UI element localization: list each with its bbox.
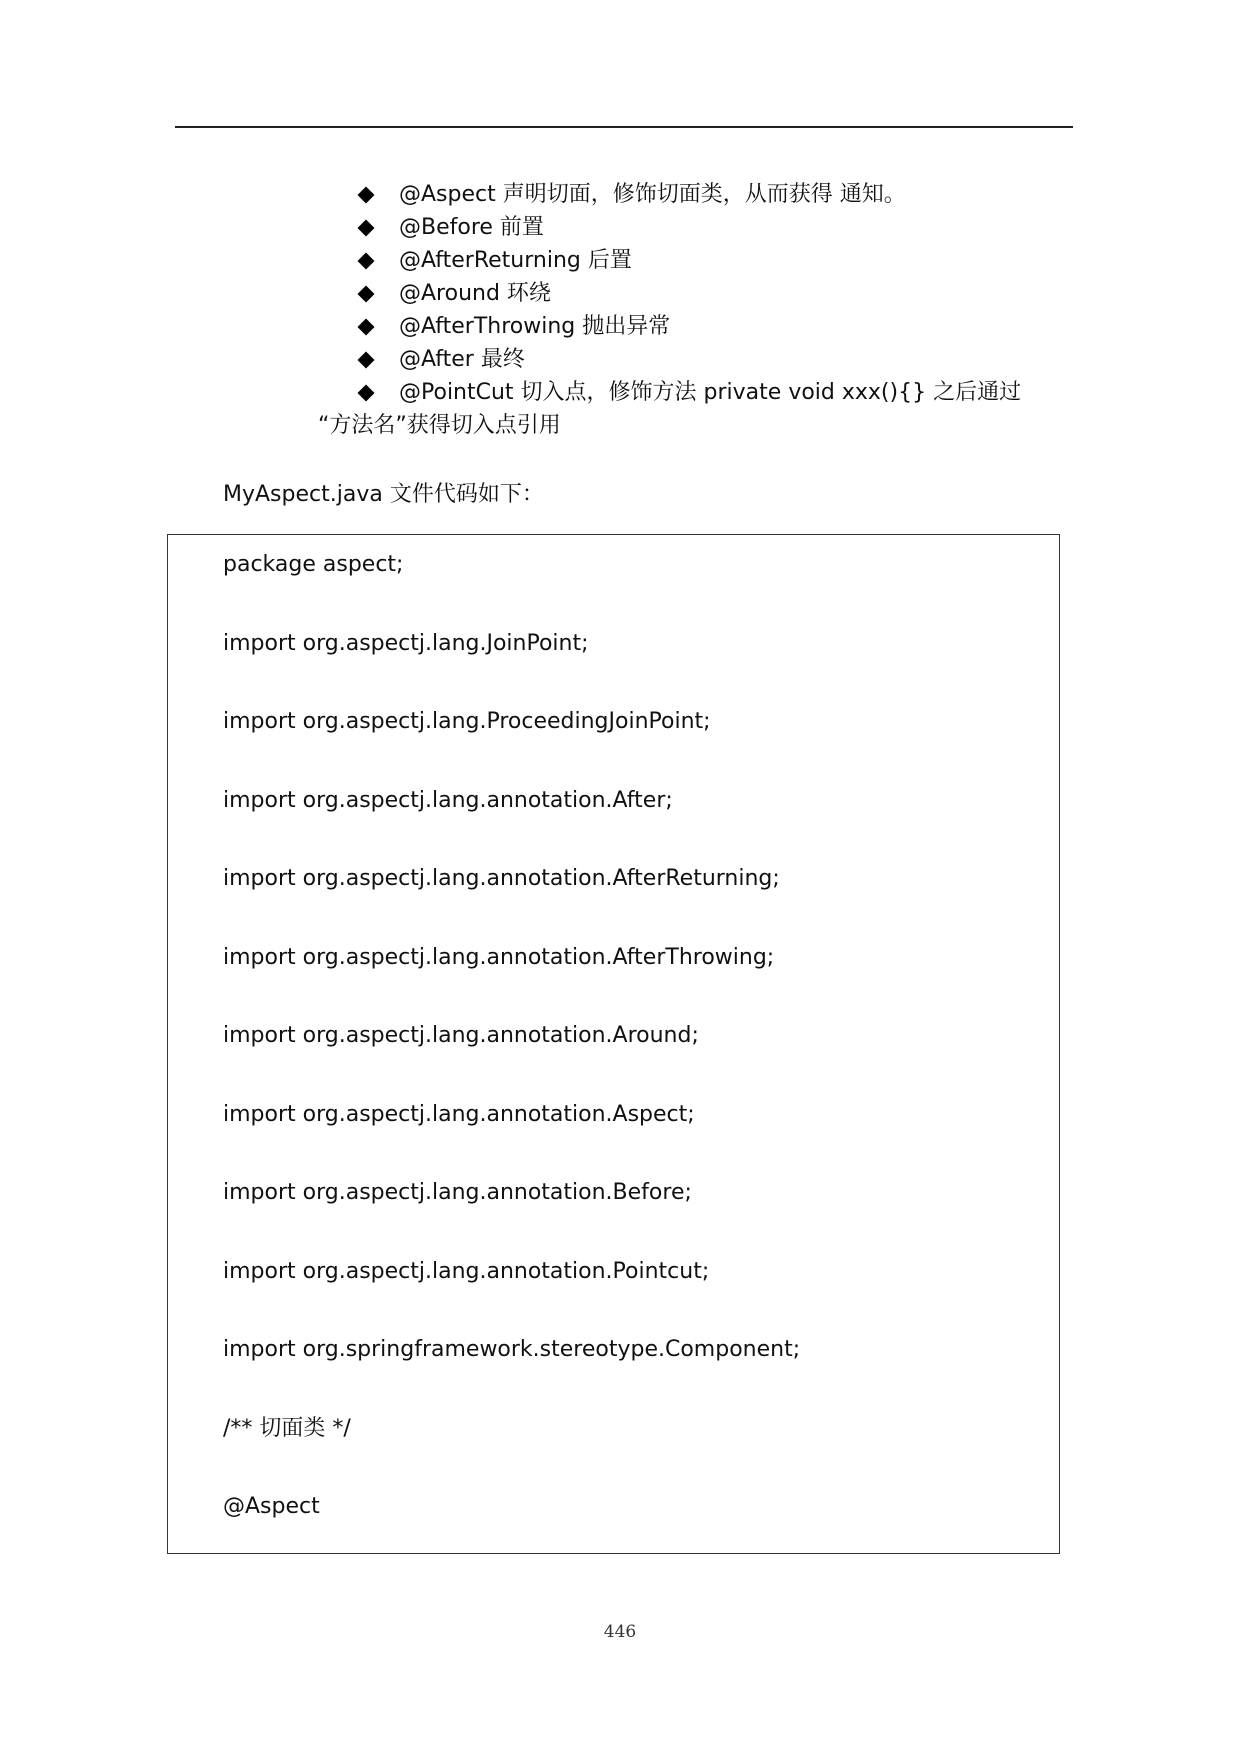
code-line: import org.aspectj.lang.annotation.Pointcut; xyxy=(223,1258,710,1284)
code-lines xyxy=(223,545,800,1566)
code-line: import org.aspectj.lang.annotation.After; xyxy=(223,787,673,813)
code-line: import org.aspectj.lang.annotation.AfterReturning; xyxy=(223,866,780,891)
code-line: import org.aspectj.lang.annotation.Around; xyxy=(223,1023,699,1048)
code-line: import org.aspectj.lang.JoinPoint; xyxy=(223,630,589,656)
bullet-item xyxy=(355,310,1075,343)
diamond-bullet-icon xyxy=(358,186,375,203)
bullet-item xyxy=(355,211,1075,244)
bullet-item xyxy=(355,376,1075,409)
bullet-text: @PointCut 切入点，修饰方法 private void xxx(){} 之后通过 xyxy=(399,380,1022,405)
code-line: import org.aspectj.lang.annotation.Before; xyxy=(223,1180,692,1205)
page-number: 446 xyxy=(603,1622,637,1642)
bullet-text: @AfterReturning 后置 xyxy=(399,248,632,273)
bullet-item xyxy=(355,178,1075,211)
code-intro: MyAspect.java 文件代码如下： xyxy=(223,482,544,507)
header-rule xyxy=(175,126,1073,128)
bullet-item xyxy=(355,343,1075,376)
code-line: import org.aspectj.lang.annotation.Aspect; xyxy=(223,1101,695,1127)
diamond-bullet-icon xyxy=(358,252,375,269)
code-line: import org.aspectj.lang.ProceedingJoinPoint; xyxy=(223,709,711,734)
bullet-continuation: “方法名”获得切入点引用 xyxy=(318,413,561,438)
code-line: import org.springframework.stereotype.Component; xyxy=(223,1337,801,1362)
code-line: @Aspect xyxy=(223,1494,320,1519)
diamond-bullet-icon xyxy=(358,285,375,302)
bullet-text: @Around 环绕 xyxy=(399,281,551,306)
bullet-item xyxy=(355,277,1075,310)
bullet-text: @Before 前置 xyxy=(399,215,544,240)
bullet-text: @AfterThrowing 抛出异常 xyxy=(399,314,671,339)
bullet-item xyxy=(355,244,1075,277)
annotation-bullet-list xyxy=(355,178,1075,409)
bullet-text: @Aspect 声明切面，修饰切面类，从而获得 通知。 xyxy=(399,182,906,207)
diamond-bullet-icon xyxy=(358,351,375,368)
code-line: import org.aspectj.lang.annotation.AfterThrowing; xyxy=(223,944,775,970)
bullet-text: @After 最终 xyxy=(399,347,525,372)
diamond-bullet-icon xyxy=(358,318,375,335)
diamond-bullet-icon xyxy=(358,384,375,401)
code-line: package aspect; xyxy=(223,552,404,577)
code-block xyxy=(167,534,1060,1554)
code-line: /** 切面类 */ xyxy=(223,1415,351,1441)
diamond-bullet-icon xyxy=(358,219,375,236)
